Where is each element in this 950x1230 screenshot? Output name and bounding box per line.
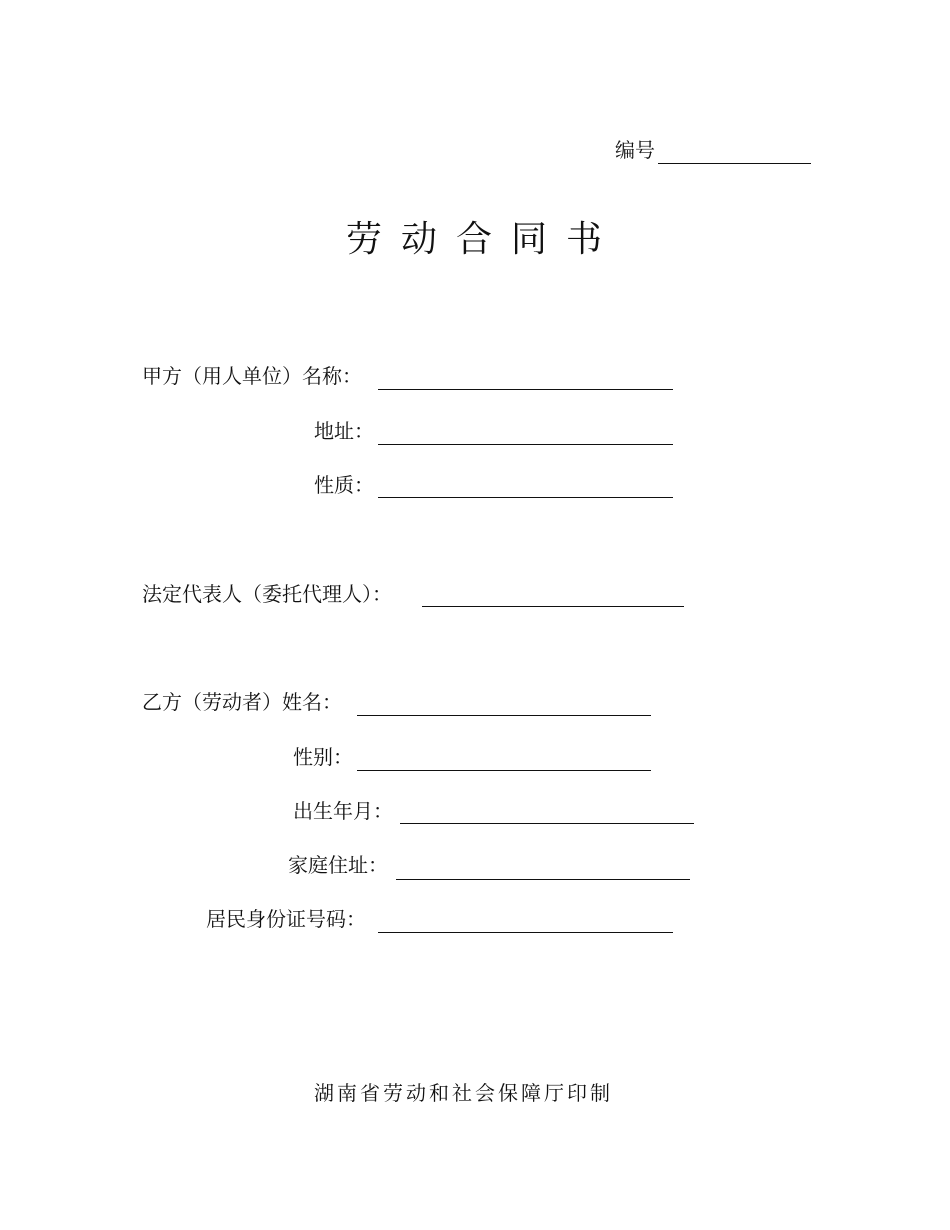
party-b-birth-label: 出生年月：	[293, 799, 393, 823]
party-b-gender-field[interactable]	[357, 770, 651, 771]
party-b-home-address-label: 家庭住址：	[288, 853, 388, 877]
party-a-address-label: 地址：	[314, 419, 374, 443]
number-label: 编号	[615, 138, 655, 162]
party-b-home-address-field[interactable]	[396, 879, 690, 880]
party-b-name-label: 乙方（劳动者）姓名：	[142, 690, 342, 714]
party-b-id-number-label: 居民身份证号码：	[206, 907, 366, 931]
printer-footer: 湖南省劳动和社会保障厅印制	[314, 1081, 613, 1105]
number-field[interactable]	[658, 163, 811, 164]
party-b-id-number-field[interactable]	[378, 932, 673, 933]
party-b-name-field[interactable]	[357, 715, 651, 716]
legal-representative-label: 法定代表人（委托代理人）：	[142, 582, 392, 606]
party-a-name-label: 甲方（用人单位）名称：	[142, 364, 362, 388]
document-title: 劳动合同书	[346, 219, 622, 260]
party-b-gender-label: 性别：	[293, 745, 353, 769]
party-a-nature-label: 性质：	[314, 473, 374, 497]
party-a-address-field[interactable]	[378, 444, 673, 445]
party-a-nature-field[interactable]	[378, 497, 673, 498]
legal-representative-field[interactable]	[422, 606, 684, 607]
party-a-name-field[interactable]	[378, 389, 673, 390]
party-b-birth-field[interactable]	[400, 823, 694, 824]
